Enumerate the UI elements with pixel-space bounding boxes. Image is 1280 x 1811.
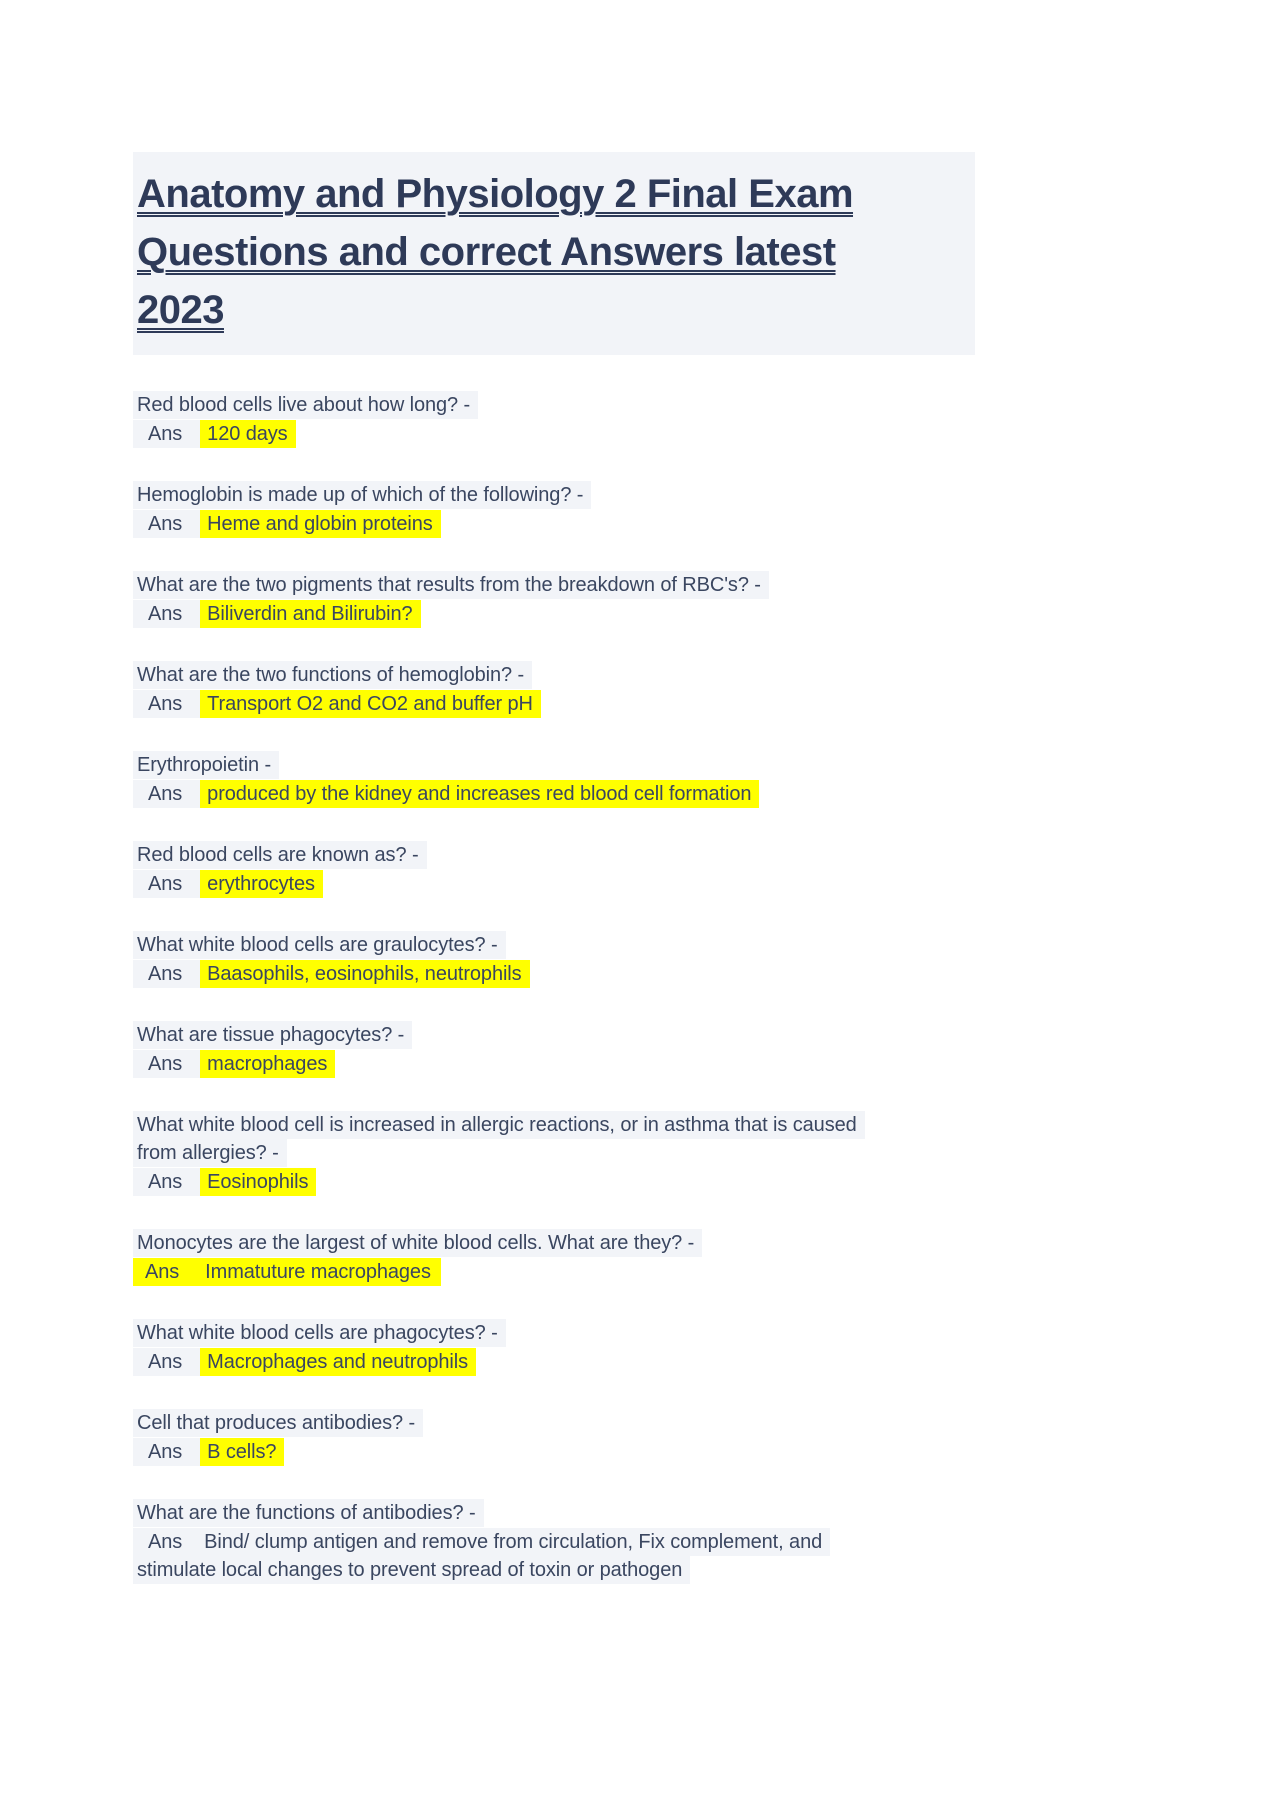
qa-question <box>133 661 1145 689</box>
question-line: What white blood cell is increased in allergic reactions, or in asthma that is caused <box>133 1111 865 1139</box>
qa-answer <box>133 690 1145 718</box>
qa-pair <box>133 931 1145 988</box>
ans-label: Ans <box>133 600 200 628</box>
qa-question <box>133 1409 1145 1437</box>
qa-list <box>133 391 1145 1584</box>
answer-text: Baasophils, eosinophils, neutrophils <box>200 960 529 988</box>
answer-text: Heme and globin proteins <box>200 510 441 538</box>
qa-answer <box>133 1258 1145 1286</box>
question-line: What white blood cells are phagocytes? - <box>133 1319 506 1347</box>
question-line: What are the functions of antibodies? - <box>133 1499 484 1527</box>
answer-text: Macrophages and neutrophils <box>200 1348 476 1376</box>
ans-label: Ans <box>133 690 200 718</box>
qa-answer <box>133 1050 1145 1078</box>
answer-text: Transport O2 and CO2 and buffer pH <box>200 690 541 718</box>
qa-question <box>133 571 1145 599</box>
answer-text: produced by the kidney and increases red blood cell formation <box>200 780 759 808</box>
qa-question <box>133 1111 1145 1167</box>
qa-question <box>133 1499 1145 1527</box>
question-line: What white blood cells are graulocytes? - <box>133 931 506 959</box>
question-line: What are the two pigments that results from the breakdown of RBC's? - <box>133 571 769 599</box>
qa-answer <box>133 870 1145 898</box>
answer-text: Immatuture macrophages <box>205 1261 431 1283</box>
question-line: Hemoglobin is made up of which of the following? - <box>133 481 591 509</box>
qa-question <box>133 751 1145 779</box>
qa-answer <box>133 1168 1145 1196</box>
qa-answer <box>133 510 1145 538</box>
question-line: What are the two functions of hemoglobin? - <box>133 661 532 689</box>
ans-label: Ans <box>133 1168 200 1196</box>
qa-pair <box>133 481 1145 538</box>
ans-label: Ans <box>133 870 200 898</box>
ans-label: Ans <box>133 1528 200 1556</box>
qa-pair <box>133 1111 1145 1196</box>
qa-answer <box>133 1438 1145 1466</box>
answer-text: Bind/ clump antigen and remove from circulation, Fix complement, and <box>200 1528 830 1556</box>
qa-question <box>133 841 1145 869</box>
answer-text: macrophages <box>200 1050 335 1078</box>
qa-question <box>133 1021 1145 1049</box>
qa-pair <box>133 571 1145 628</box>
answer-highlight <box>133 1258 441 1286</box>
question-line: Red blood cells live about how long? - <box>133 391 478 419</box>
ans-label: Ans <box>133 1438 200 1466</box>
qa-pair <box>133 1319 1145 1376</box>
qa-question <box>133 481 1145 509</box>
qa-question <box>133 931 1145 959</box>
ans-label: Ans <box>133 1050 200 1078</box>
qa-answer <box>133 600 1145 628</box>
qa-pair <box>133 1021 1145 1078</box>
ans-label: Ans <box>133 1348 200 1376</box>
question-line: Red blood cells are known as? - <box>133 841 427 869</box>
ans-label: Ans <box>133 780 200 808</box>
question-line: What are tissue phagocytes? - <box>133 1021 412 1049</box>
page-title: Anatomy and Physiology 2 Final Exam <box>137 172 854 216</box>
ans-label: Ans <box>133 960 200 988</box>
question-line: Cell that produces antibodies? - <box>133 1409 423 1437</box>
question-line: Monocytes are the largest of white blood cells. What are they? - <box>133 1229 702 1257</box>
qa-answer <box>133 1348 1145 1376</box>
ans-label: Ans <box>145 1261 180 1283</box>
qa-answer <box>133 1528 1145 1584</box>
qa-pair <box>133 841 1145 898</box>
page-title: 2023 <box>137 288 224 332</box>
qa-pair <box>133 1229 1145 1286</box>
answer-text: 120 days <box>200 420 295 448</box>
qa-question <box>133 1319 1145 1347</box>
question-line: from allergies? - <box>133 1139 287 1167</box>
qa-question <box>133 391 1145 419</box>
ans-label: Ans <box>133 510 200 538</box>
answer-text: B cells? <box>200 1438 284 1466</box>
qa-answer <box>133 420 1145 448</box>
qa-pair <box>133 751 1145 808</box>
qa-pair <box>133 391 1145 448</box>
answer-text: Biliverdin and Bilirubin? <box>200 600 420 628</box>
answer-text: erythrocytes <box>200 870 323 898</box>
qa-answer <box>133 780 1145 808</box>
qa-pair <box>133 1499 1145 1584</box>
page-title: Questions and correct Answers latest <box>137 230 836 274</box>
answer-text: stimulate local changes to prevent spread of toxin or pathogen <box>133 1556 690 1584</box>
document-title-block <box>133 152 975 355</box>
ans-label: Ans <box>133 420 200 448</box>
qa-answer <box>133 960 1145 988</box>
qa-pair <box>133 1409 1145 1466</box>
answer-text: Eosinophils <box>200 1168 316 1196</box>
qa-question <box>133 1229 1145 1257</box>
question-line: Erythropoietin - <box>133 751 279 779</box>
qa-pair <box>133 661 1145 718</box>
